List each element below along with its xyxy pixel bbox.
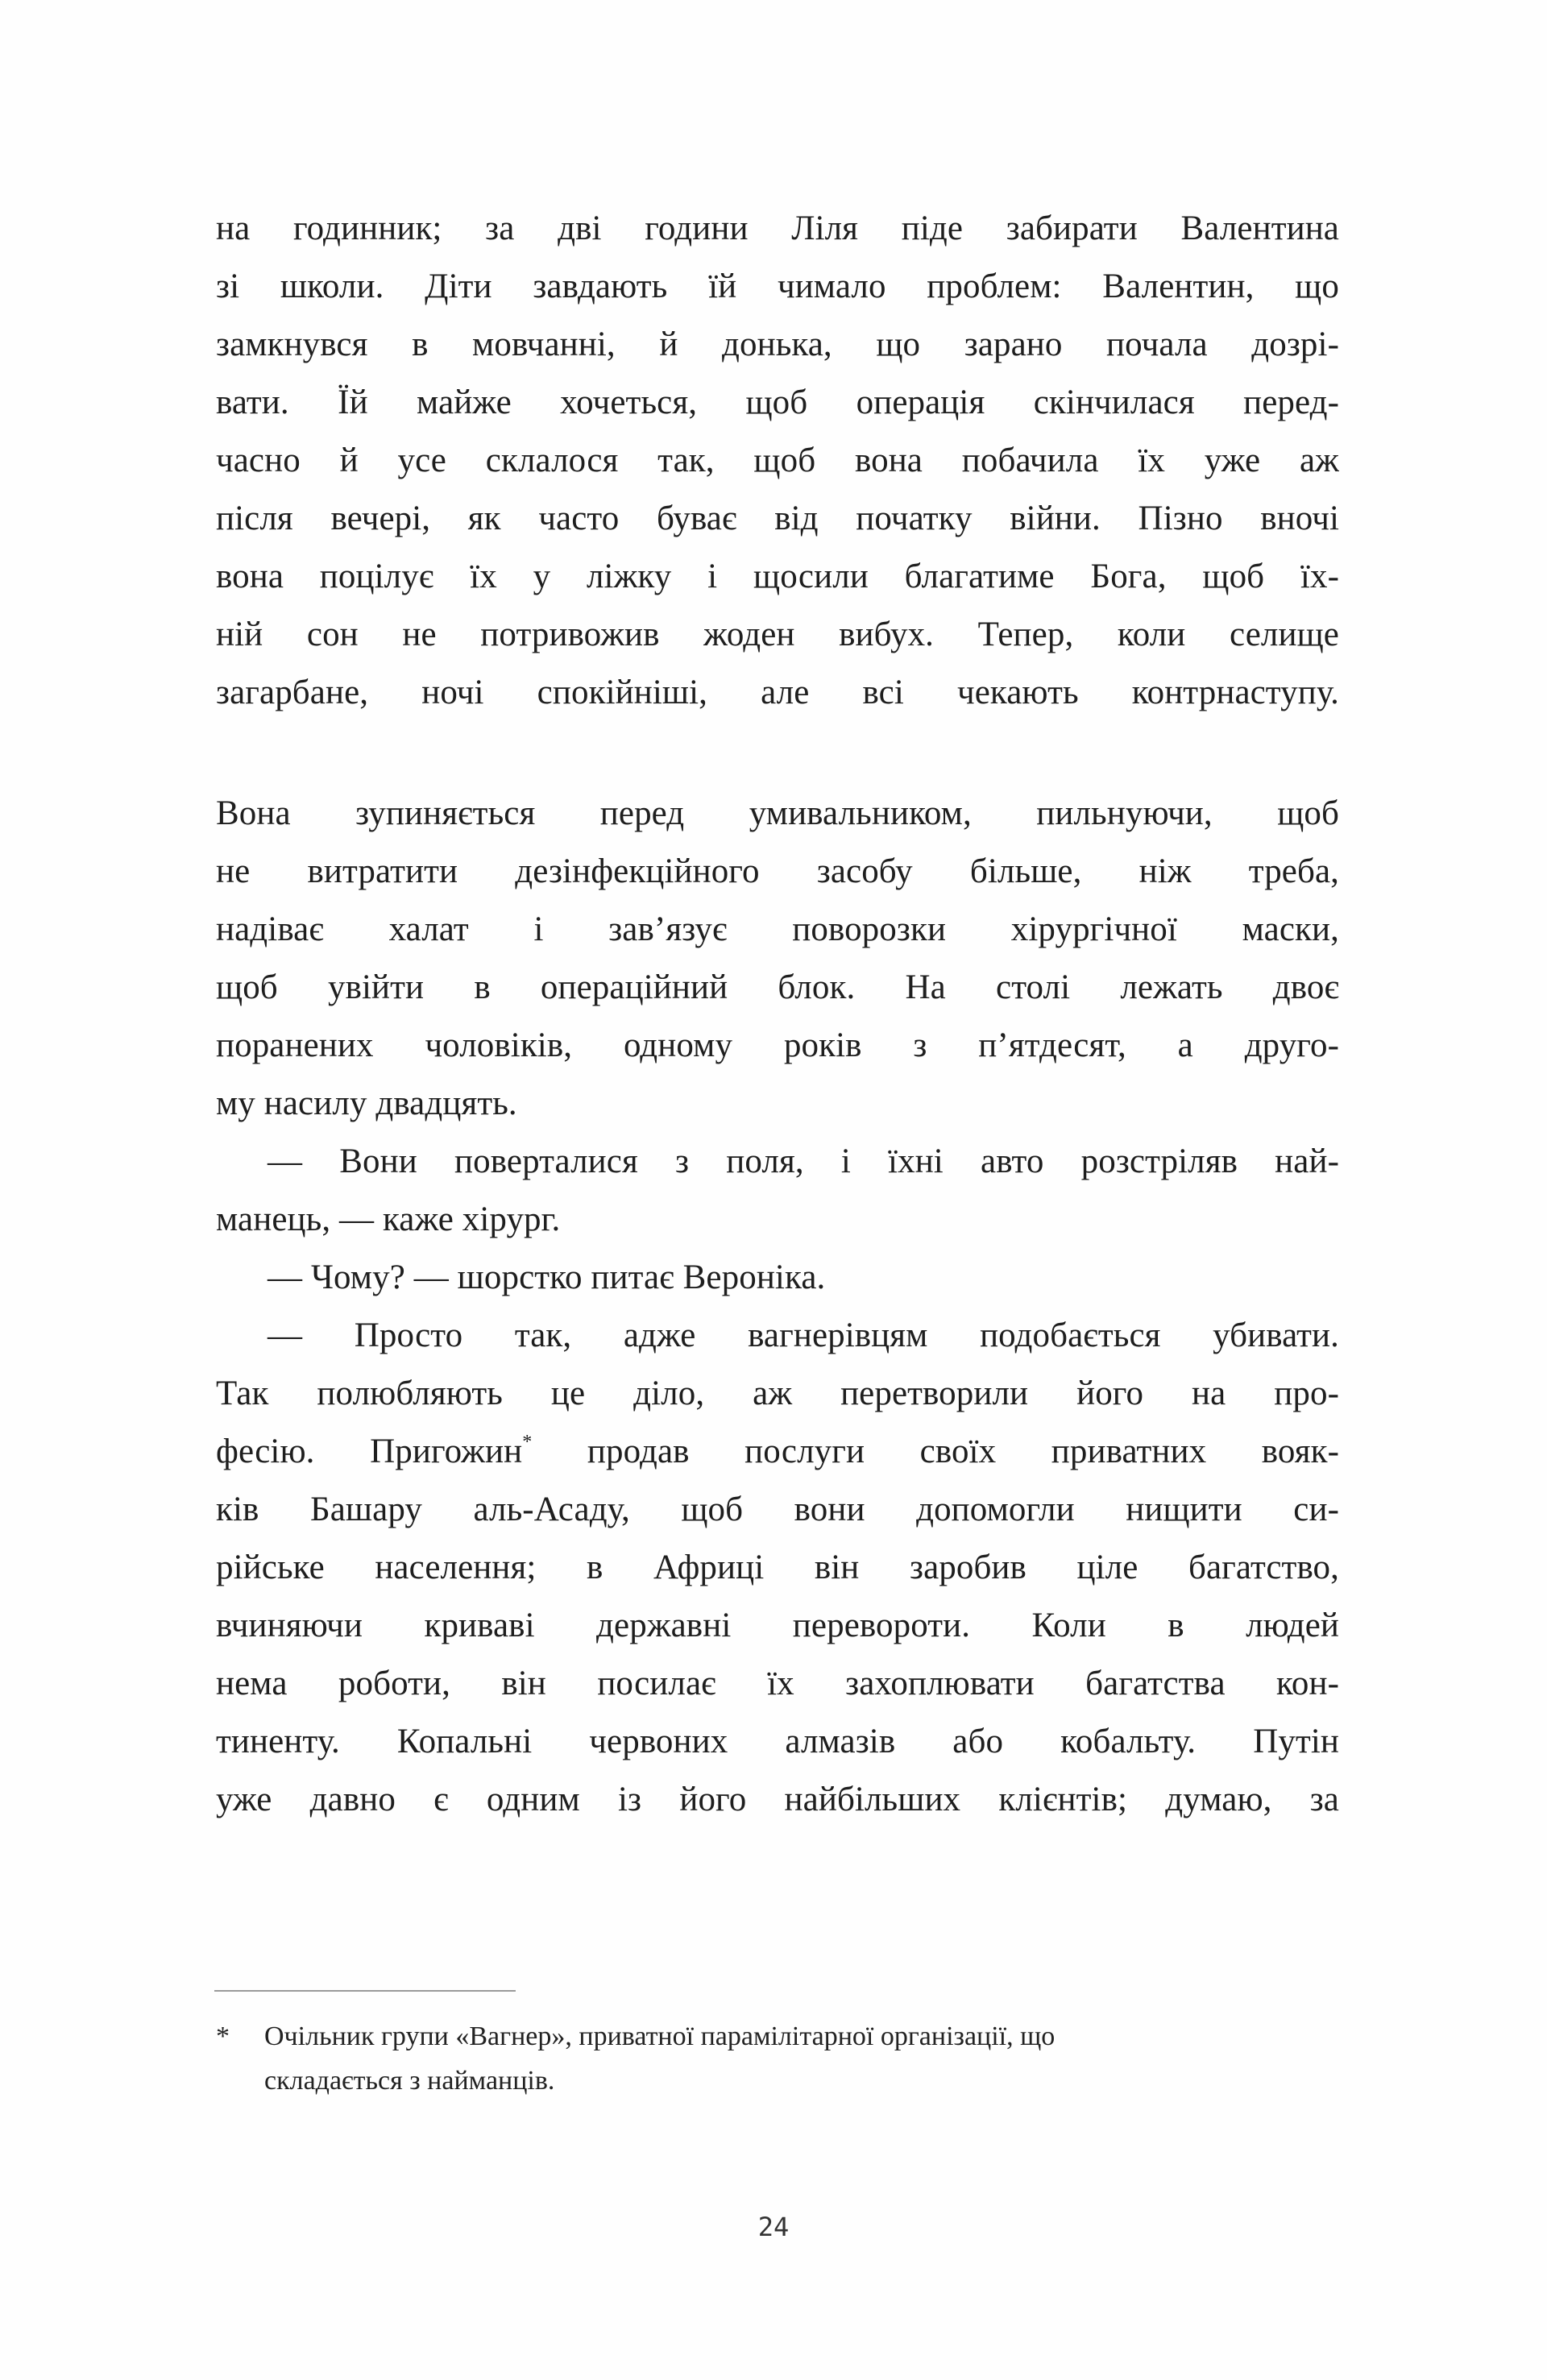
footnote-body	[264, 2014, 1339, 2103]
text-line: не витратити дезінфекційного засобу більше, ніж треба,	[216, 852, 1339, 890]
dialogue-line: манець, — каже хірург.	[216, 1200, 561, 1238]
text-before-note: фесію. Пригожин	[216, 1433, 523, 1470]
text-line: ній сон не потривожив жоден вибух. Тепер, коли селище	[216, 616, 1339, 653]
text-line-with-note	[216, 1423, 1339, 1481]
text-line: після вечері, як часто буває від початку війни. Пізно вночі	[216, 500, 1339, 537]
text-line: рійське населення; в Африці він заробив ціле багатство,	[216, 1549, 1339, 1586]
footnote-marker: *	[216, 2021, 230, 2051]
text-line: Так полюбляють це діло, аж перетворили його на про-	[216, 1375, 1339, 1412]
paragraph-gap	[216, 722, 1339, 785]
text-line: вчиняючи криваві державні перевороти. Коли в людей	[216, 1607, 1339, 1644]
text-line: поранених чоловіків, одному років з п’ятдесят, а друго-	[216, 1026, 1339, 1064]
text-line: зі школи. Діти завдають їй чимало проблем: Валентин, що	[216, 267, 1339, 305]
text-line: вати. Їй майже хочеться, щоб операція скінчилася перед-	[216, 384, 1339, 421]
text-line: загарбане, ночі спокійніші, але всі чекають контрнаступу.	[216, 674, 1339, 711]
body-text	[216, 200, 1339, 1829]
text-line: тиненту. Копальні червоних алмазів або кобальту. Путін	[216, 1723, 1339, 1760]
text-line: вона поцілує їх у ліжку і щосили благатиме Бога, щоб їх-	[216, 558, 1339, 595]
dialogue-line: — Просто так, адже вагнерівцям подобається убивати.	[268, 1316, 1339, 1354]
text-line: на годинник; за дві години Ліля піде забирати Валентина	[216, 209, 1339, 247]
page-number: 24	[757, 2212, 790, 2242]
text-line: уже давно є одним із його найбільших клієнтів; думаю, за	[216, 1781, 1339, 1818]
text-line: часно й усе склалося так, щоб вона побачила їх уже аж	[216, 442, 1339, 479]
text-line: му насилу двадцять.	[216, 1084, 517, 1122]
text-line: ків Башару аль-Асаду, щоб вони допомогли нищити си-	[216, 1491, 1339, 1528]
dialogue-line: — Чому? — шорстко питає Вероніка.	[268, 1258, 826, 1296]
footnote-line: Очільник групи «Вагнер», приватної парамілітарної організації, що	[264, 2021, 1056, 2051]
text-line: надіває халат і зав’язує поворозки хірургічної маски,	[216, 910, 1339, 948]
text-line: нема роботи, він посилає їх захоплювати багатства кон-	[216, 1665, 1339, 1702]
footnote-line: складається з найманців.	[264, 2066, 555, 2096]
footnote-reference[interactable]: *	[522, 1432, 533, 1453]
text-line: щоб увійти в операційний блок. На столі лежать двоє	[216, 968, 1339, 1006]
text-line: замкнувся в мовчанні, й донька, що зарано почала дозрі-	[216, 325, 1339, 363]
footnote-divider	[214, 1990, 516, 1992]
text-line: Вона зупиняється перед умивальником, пильнуючи, щоб	[216, 794, 1339, 832]
dialogue-line: — Вони поверталися з поля, і їхні авто розстріляв най-	[268, 1142, 1339, 1180]
text-after-note: продав послуги своїх приватних вояк-	[532, 1433, 1339, 1470]
footnote	[216, 2014, 1339, 2103]
